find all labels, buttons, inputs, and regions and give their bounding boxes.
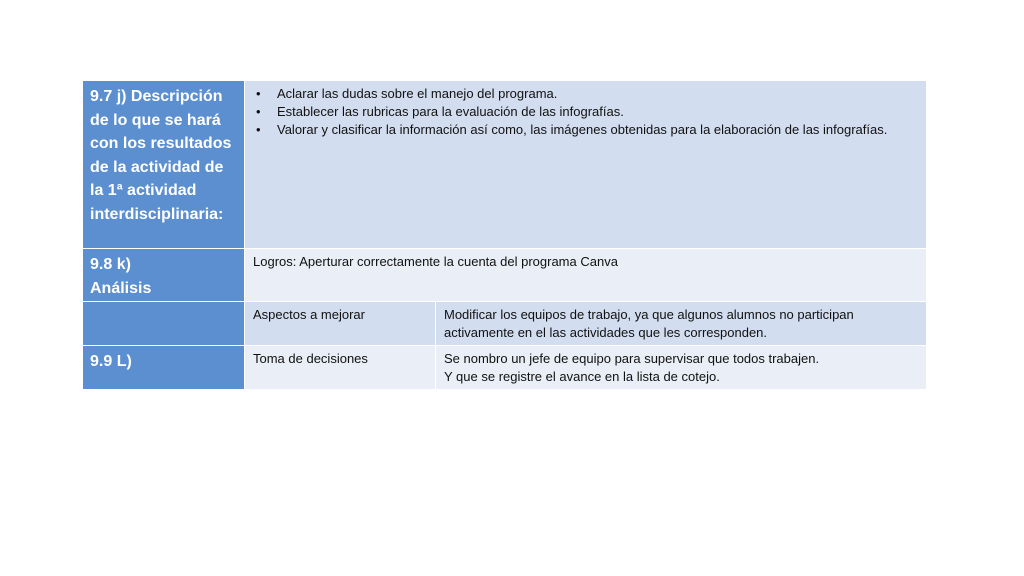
list-item: • Valorar y clasificar la información así como, las imágenes obtenidas para la elaboración de las infografías.	[253, 121, 918, 139]
table-row	[83, 249, 927, 302]
bullets-cell	[245, 81, 927, 249]
logros-cell: Logros: Aperturar correctamente la cuenta del programa Canva	[245, 249, 927, 302]
list-item: • Establecer las rubricas para la evaluación de las infografías.	[253, 103, 918, 121]
decisiones-label-cell: Toma de decisiones	[245, 346, 436, 390]
header-cell-9-9: 9.9 L)	[83, 346, 245, 390]
text-line: Y que se registre el avance en la lista de cotejo.	[444, 369, 720, 384]
table-row	[83, 346, 927, 390]
aspectos-text-cell: Modificar los equipos de trabajo, ya que algunos alumnos no participan activamente en el las actividades que les corresponden.	[436, 302, 927, 346]
table-row	[83, 81, 927, 249]
header-line: Análisis	[90, 279, 152, 297]
content-table	[82, 80, 927, 390]
list-item: • Aclarar las dudas sobre el manejo del programa.	[253, 85, 918, 103]
aspectos-label-cell: Aspectos a mejorar	[245, 302, 436, 346]
header-cell-9-8	[83, 249, 245, 302]
bullet-list	[253, 85, 918, 139]
text-line: Se nombro un jefe de equipo para supervisar que todos trabajen.	[444, 351, 820, 366]
decisiones-text-cell	[436, 346, 927, 390]
header-cell-9-7: 9.7 j) Descripción de lo que se hará con los resultados de la actividad de la 1ª actividad interdisciplinaria:	[83, 81, 245, 249]
table-row	[83, 302, 927, 346]
header-line: 9.8 k)	[90, 256, 131, 273]
header-cell-empty	[83, 302, 245, 346]
